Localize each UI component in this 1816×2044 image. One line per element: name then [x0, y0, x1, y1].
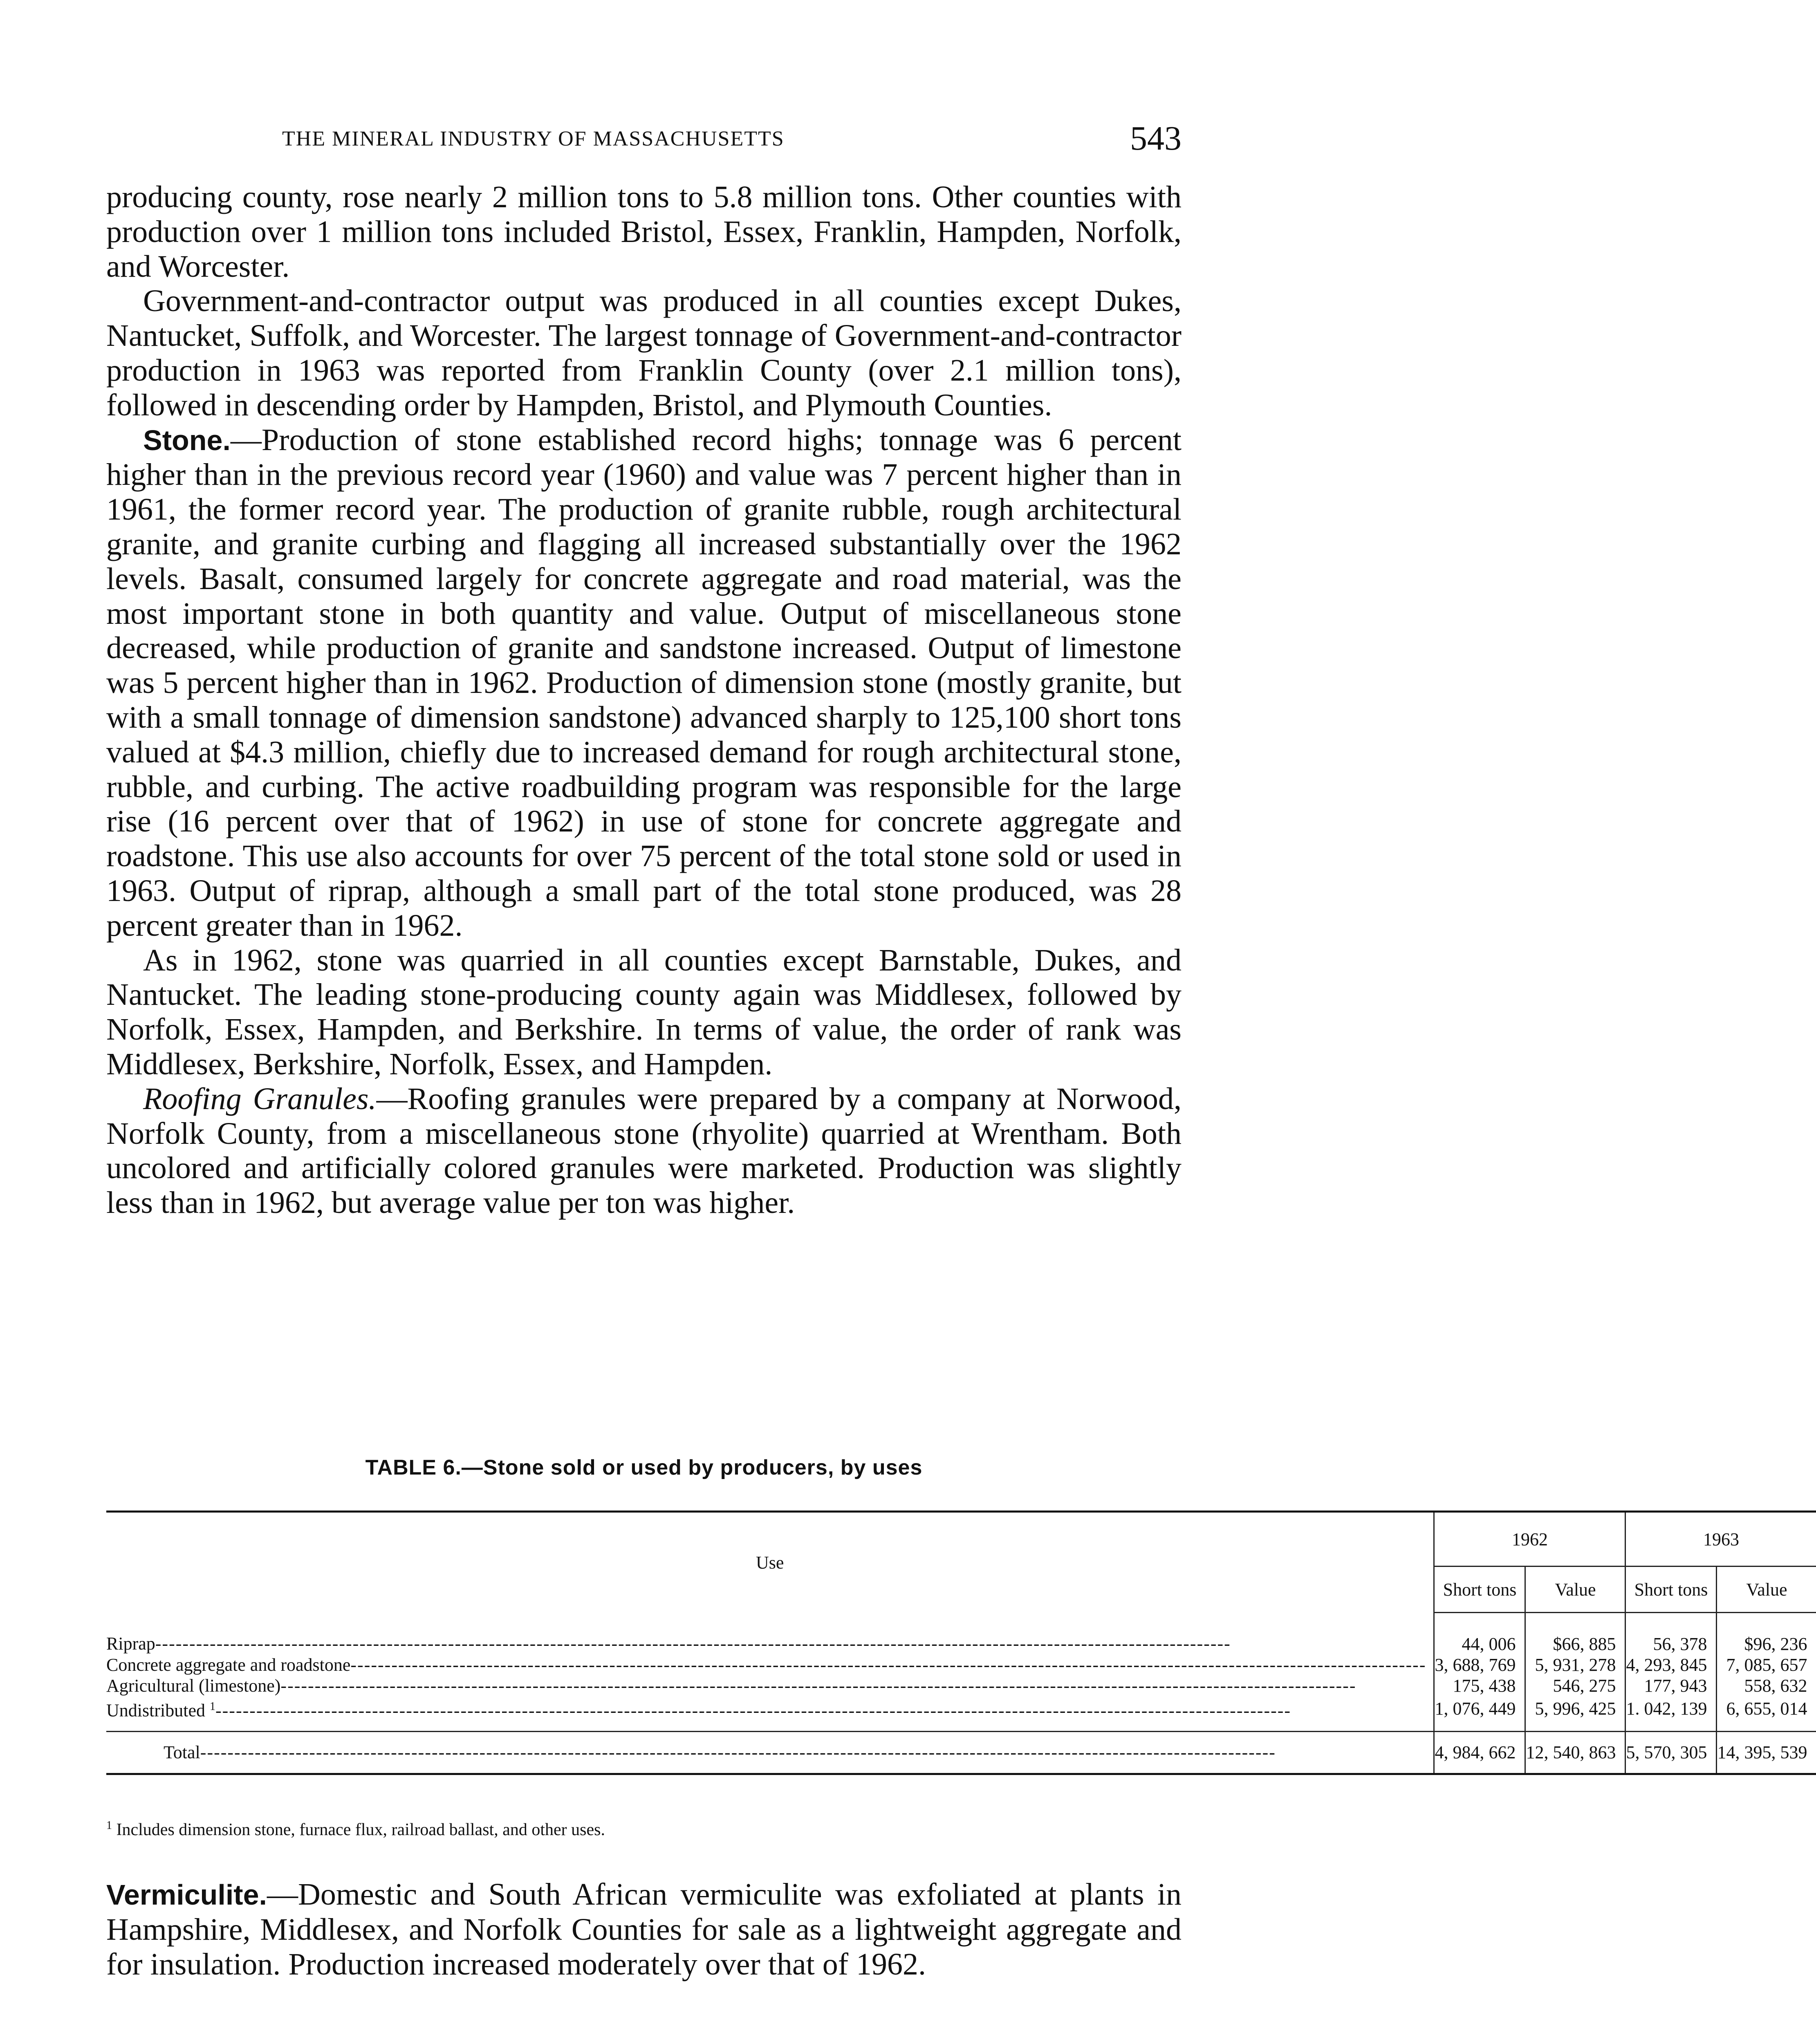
paragraph-county-production: producing county, rose nearly 2 million tons to 5.8 million tons. Other counties with production over 1 million tons included Bristol, Essex, Franklin, Hampden, Norfolk, and Worcester.	[106, 180, 1182, 284]
paragraph-stone-counties: As in 1962, stone was quarried in all counties except Barnstable, Dukes, and Nantucket. The leading stone-producing county again was Middlesex, followed by Norfolk, Essex, Hampden, and Berkshire. In terms of value, the order of rank was Middlesex, Berkshire, Norfolk, Essex, and Hampden.	[106, 943, 1182, 1081]
row-short-tons-1962: 1, 076, 449	[1434, 1696, 1525, 1731]
row-short-tons-1962: 44, 006	[1434, 1613, 1525, 1655]
table-footnote	[106, 1819, 1182, 1840]
year-1962-header: 1962	[1434, 1512, 1625, 1567]
paragraph-vermiculite	[106, 1877, 1182, 1981]
table-row	[106, 1654, 1816, 1675]
table-row	[106, 1696, 1816, 1731]
running-title: THE MINERAL INDUSTRY OF MASSACHUSETTS	[282, 127, 785, 150]
row-short-tons-1962: 3, 688, 769	[1434, 1654, 1525, 1675]
row-value-1962: $66, 885	[1525, 1613, 1625, 1655]
paragraph-stone	[106, 423, 1182, 943]
row-short-tons-1963: 56, 378	[1625, 1613, 1717, 1655]
value-1962-header: Value	[1525, 1567, 1625, 1613]
row-value-1963: 558, 632	[1744, 1676, 1807, 1696]
value-1963-header: Value	[1717, 1567, 1816, 1613]
vermiculite-heading: Vermiculite.	[106, 1879, 267, 1911]
page-number: 543	[1130, 119, 1182, 157]
row-short-tons-1963: 177, 943	[1625, 1675, 1717, 1696]
roofing-granules-heading: Roofing Granules.	[143, 1081, 377, 1116]
year-1963-header: 1963	[1625, 1512, 1816, 1567]
total-label: Total	[164, 1742, 200, 1762]
total-short-tons-1962: 4, 984, 662	[1434, 1731, 1525, 1774]
stone-text: —Production of stone established record highs; tonnage was 6 percent higher than in the previous record year (1960) and value was 7 percent higher than in 1961, the former record year. The production of granite rubble, rough architectural granite, and granite curbing and flagging all increased substantially over the 1962 levels. Basalt, consumed largely for concrete aggregate and road material, was the most important stone in both quantity and value. Output of miscellaneous stone decreased, while production of granite and sandstone increased. Output of limestone was 5 percent higher than in 1962. Production of dimension stone (mostly granite, but with a small tonnage of dimension sandstone) advanced sharply to 125,100 short tons valued at $4.3 million, chiefly due to increased demand for rough architectural stone, rubble, and curbing. The active roadbuilding program was responsible for the large rise (16 percent over that of 1962) in use of stone for concrete aggregate and roadstone. This use also accounts for over 75 percent of the total stone sold or used in 1963. Output of riprap, although a small part of the total stone produced, was 28 percent greater than in 1962.	[106, 422, 1182, 943]
total-row	[106, 1731, 1816, 1774]
row-use-label: Agricultural (limestone)	[106, 1676, 281, 1696]
row-use-label: Riprap	[106, 1634, 155, 1654]
footnote-reference: 1	[209, 1700, 215, 1713]
row-use-label: Undistributed	[106, 1700, 205, 1721]
table-caption: TABLE 6.—Stone sold or used by producers, by uses	[365, 1456, 923, 1479]
row-value-1962: 5, 931, 278	[1525, 1654, 1625, 1675]
stone-heading: Stone.	[143, 424, 231, 456]
stone-uses-table	[106, 1511, 1816, 1775]
row-short-tons-1963: 4, 293, 845	[1625, 1654, 1717, 1675]
table-row	[106, 1675, 1816, 1696]
short-tons-1962-header: Short tons	[1434, 1567, 1525, 1613]
row-value-1963: 7, 085, 657	[1726, 1655, 1807, 1675]
vermiculite-text: —Domestic and South African vermiculite was exfoliated at plants in Hampshire, Middlesex, and Norfolk Counties for sale as a lightweight aggregate and for insulation. Production increased moderately over that of 1962.	[106, 1877, 1182, 1981]
footnote-text: Includes dimension stone, furnace flux, railroad ballast, and other uses.	[116, 1820, 605, 1839]
use-column-header: Use	[106, 1512, 1434, 1613]
total-value-1962: 12, 540, 863	[1525, 1731, 1625, 1774]
row-use-label: Concrete aggregate and roadstone	[106, 1655, 351, 1675]
footnote-mark: 1	[106, 1819, 112, 1832]
total-short-tons-1963: 5, 570, 305	[1625, 1731, 1717, 1774]
page-header	[106, 119, 1182, 159]
paragraph-government-contractor: Government-and-contractor output was produced in all counties except Dukes, Nantucket, Suffolk, and Worcester. The largest tonnage of Government-and-contractor production in 1963 was reported from Franklin County (over 2.1 million tons), followed in descending order by Hampden, Bristol, and Plymouth Counties.	[106, 284, 1182, 422]
row-value-1963: $96, 236	[1744, 1634, 1807, 1654]
body-text	[106, 180, 1182, 1220]
short-tons-1963-header: Short tons	[1625, 1567, 1717, 1613]
row-value-1962: 546, 275	[1525, 1675, 1625, 1696]
row-short-tons-1962: 175, 438	[1434, 1675, 1525, 1696]
table-row	[106, 1613, 1816, 1655]
total-value-1963: 14, 395, 539	[1717, 1731, 1816, 1774]
row-short-tons-1963: 1. 042, 139	[1625, 1696, 1717, 1731]
paragraph-roofing-granules	[106, 1082, 1182, 1220]
row-value-1962: 5, 996, 425	[1525, 1696, 1625, 1731]
roofing-granules-text: —Roofing granules were prepared by a company at Norwood, Norfolk County, from a miscellaneous stone (rhyolite) quarried at Wrentham. Both uncolored and artificially colored granules were marketed. Production was slightly less than in 1962, but average value per ton was higher.	[106, 1081, 1182, 1220]
row-value-1963: 6, 655, 014	[1726, 1698, 1807, 1719]
